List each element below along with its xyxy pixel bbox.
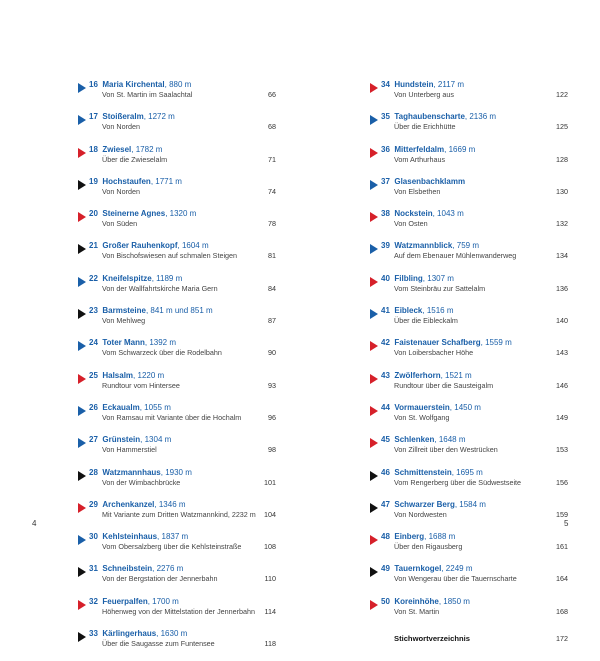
page-reference: 140 [556, 316, 568, 326]
triangle-marker-icon [370, 471, 378, 481]
toc-entry-title: 24 Toter Mann, 1392 m [89, 338, 177, 348]
triangle-marker-icon [370, 180, 378, 190]
tour-name: Stoißeralm [102, 112, 144, 122]
tour-elevation: 1695 m [456, 467, 483, 477]
tour-elevation: 1837 m [161, 532, 189, 542]
tour-elevation: 1850 m [443, 596, 470, 606]
tour-number: 18 [89, 144, 98, 154]
toc-entry-title [381, 177, 465, 187]
triangle-marker-icon [370, 503, 378, 513]
tour-elevation: 1346 m [158, 499, 186, 509]
triangle-marker-icon [78, 244, 86, 254]
page-reference: 161 [556, 542, 568, 552]
triangle-marker-icon [370, 600, 378, 610]
toc-entry[interactable] [370, 177, 568, 209]
page-reference: 81 [268, 251, 276, 261]
triangle-marker-icon [78, 471, 86, 481]
tour-route: Von Loibersbacher Höhe [394, 348, 474, 358]
toc-entry-title: 42 Faistenauer Schafberg, 1559 m [381, 338, 512, 348]
tour-elevation: 880 m [169, 80, 192, 89]
tour-route: Von Unterberg aus [394, 90, 454, 99]
tour-route: Mit Variante zum Dritten Watzmannkind, 2232 m [102, 509, 256, 519]
tour-number: 47 [381, 499, 390, 509]
tour-name: Kehlsteinhaus [102, 532, 158, 542]
toc-entry-title: 36 Mitterfeldalm, 1669 m [381, 144, 476, 154]
toc-entry-title: 41 Eibleck, 1516 m [381, 306, 454, 316]
toc-entry-title: 20 Steinerne Agnes, 1320 m [89, 209, 197, 219]
toc-entry-title: 38 Nockstein, 1043 m [381, 209, 464, 219]
tour-number: 22 [89, 273, 98, 283]
page-reference: 122 [556, 90, 568, 99]
triangle-marker-icon [370, 115, 378, 125]
tour-elevation: 1930 m [165, 467, 192, 477]
tour-route: Von Bischofswiesen auf schmalen Steigen [102, 251, 238, 261]
tour-number: 40 [381, 273, 390, 283]
tour-route: Höhenweg von der Mittelstation der Jennerbahn [102, 606, 256, 616]
triangle-marker-icon [370, 341, 378, 351]
page-reference: 146 [556, 380, 568, 390]
toc-entry[interactable] [78, 241, 276, 273]
page-reference: 164 [556, 574, 568, 584]
tour-elevation: 2117 m [437, 80, 465, 89]
tour-route: Von Elsbethen [394, 186, 441, 196]
tour-elevation: 1450 m [454, 402, 481, 412]
page-reference: 143 [556, 348, 568, 358]
tour-route: Über die Saugasse zum Funtensee [102, 639, 215, 649]
page-reference: 78 [268, 219, 276, 229]
page-reference: 132 [556, 219, 568, 229]
triangle-marker-icon [370, 535, 378, 545]
tour-name: Zwiesel [102, 144, 132, 154]
page-reference: 87 [268, 316, 276, 326]
toc-entry[interactable] [78, 435, 276, 467]
page-reference: 156 [556, 477, 568, 487]
toc-entry-title: 44 Vormauerstein, 1450 m [381, 402, 481, 412]
page-reference: 125 [556, 122, 568, 132]
toc-entry-title: 16 Maria Kirchental, 880 m [89, 80, 192, 89]
triangle-marker-icon [370, 406, 378, 416]
toc-entry[interactable] [370, 403, 568, 435]
tour-elevation: 2249 m [445, 564, 473, 574]
tour-name: Kärlingerhaus [102, 629, 157, 639]
toc-entry[interactable] [78, 532, 276, 564]
tour-name: Mitterfeldalm [394, 144, 445, 154]
toc-entry[interactable] [78, 629, 276, 661]
page-reference: 68 [268, 122, 276, 132]
page-reference: 108 [264, 542, 276, 552]
tour-elevation: 1043 m [437, 209, 464, 219]
tour-number: 29 [89, 499, 98, 509]
tour-elevation: 1782 m [135, 144, 163, 154]
tour-name: Halsalm [102, 370, 134, 380]
tour-elevation: 1516 m [426, 306, 454, 316]
toc-entry[interactable] [370, 500, 568, 532]
tour-name: Barmsteine [102, 306, 146, 316]
triangle-marker-icon [78, 632, 86, 642]
tour-number: 42 [381, 338, 390, 348]
tour-route: Von der Wallfahrtskirche Maria Gern [102, 283, 218, 293]
toc-entry[interactable] [370, 532, 568, 564]
toc-entry-title: 35 Taghaubenscharte, 2136 m [381, 112, 497, 122]
page-reference: 74 [268, 186, 276, 196]
toc-entry-title: 21 Großer Rauhenkopf, 1604 m [89, 241, 209, 251]
tour-elevation: 759 m [456, 241, 479, 251]
toc-entry[interactable] [78, 80, 276, 112]
tour-elevation: 1189 m [156, 273, 183, 283]
tour-number: 26 [89, 402, 98, 412]
tour-elevation: 1220 m [137, 370, 165, 380]
toc-entry[interactable] [78, 500, 276, 532]
tour-number: 41 [381, 306, 390, 316]
tour-elevation: 1392 m [149, 338, 177, 348]
page-reference: 96 [268, 412, 276, 422]
triangle-marker-icon [370, 83, 378, 93]
toc-entry-title: 25 Halsalm, 1220 m [89, 370, 165, 380]
triangle-marker-icon [78, 212, 86, 222]
tour-elevation: 2276 m [156, 564, 184, 574]
tour-route: Von Ramsau mit Variante über die Hochalm [102, 412, 242, 422]
toc-entry[interactable] [370, 274, 568, 306]
toc-entry[interactable] [78, 112, 276, 144]
toc-entry-title: 50 Koreinhöhe, 1850 m [381, 596, 470, 606]
triangle-marker-icon [78, 374, 86, 384]
tour-name: Großer Rauhenkopf [102, 241, 178, 251]
page-reference: 110 [264, 574, 276, 584]
triangle-marker-icon [370, 277, 378, 287]
tour-number: 23 [89, 306, 98, 316]
tour-number: 19 [89, 176, 98, 186]
tour-number: 17 [89, 112, 98, 122]
tour-route: Rundtour über die Sausteigalm [394, 380, 494, 390]
tour-number: 32 [89, 596, 98, 606]
toc-entry-title: 39 Watzmannblick, 759 m [381, 241, 479, 251]
tour-number: 16 [89, 80, 98, 89]
tour-elevation: 1320 m [169, 209, 197, 219]
tour-number: 37 [381, 176, 390, 186]
tour-name: Schneibstein [102, 564, 153, 574]
toc-entry[interactable] [370, 597, 568, 629]
triangle-marker-icon [78, 438, 86, 448]
tour-route: Rundtour vom Hintersee [102, 380, 180, 390]
tour-number: 48 [381, 532, 390, 542]
tour-number: 49 [381, 564, 390, 574]
right-column [370, 80, 568, 649]
toc-entry-title: 18 Zwiesel, 1782 m [89, 144, 163, 154]
tour-route: Von Norden [102, 186, 140, 196]
tour-name: Kneifelspitze [102, 273, 152, 283]
tour-name: Schmittenstein [394, 467, 452, 477]
toc-entry-title: 28 Watzmannhaus, 1930 m [89, 467, 192, 477]
tour-number: 28 [89, 467, 98, 477]
page-reference: 136 [556, 283, 568, 293]
toc-entry-title: 49 Tauernkogel, 2249 m [381, 564, 473, 574]
triangle-marker-icon [370, 567, 378, 577]
tour-name: Filbling [394, 273, 423, 283]
triangle-marker-icon [370, 309, 378, 319]
tour-route: Über die Zwieselalm [102, 154, 168, 164]
page-reference: 84 [268, 283, 276, 293]
tour-route: Von der Bergstation der Jennerbahn [102, 574, 218, 584]
tour-elevation: 1521 m [445, 370, 472, 380]
triangle-marker-icon [78, 277, 86, 287]
page-reference: 168 [556, 606, 568, 616]
tour-elevation: 1055 m [144, 402, 171, 412]
tour-elevation: 1700 m [152, 596, 179, 606]
toc-entry[interactable] [78, 177, 276, 209]
toc-entry-title: 22 Kneifelspitze, 1189 m [89, 273, 183, 283]
toc-entry-title: 31 Schneibstein, 2276 m [89, 564, 184, 574]
toc-entry-title: 30 Kehlsteinhaus, 1837 m [89, 532, 189, 542]
tour-elevation: 1630 m [160, 629, 188, 639]
tour-number: 20 [89, 209, 98, 219]
toc-entry[interactable] [78, 306, 276, 338]
triangle-marker-icon [78, 309, 86, 319]
triangle-marker-icon [370, 244, 378, 254]
tour-name: Koreinhöhe [394, 596, 439, 606]
left-column [78, 80, 276, 661]
page-reference: 153 [556, 445, 568, 455]
triangle-marker-icon [78, 535, 86, 545]
page-reference: 134 [556, 251, 568, 261]
toc-entry[interactable] [370, 80, 568, 112]
triangle-marker-icon [78, 83, 86, 93]
tour-route: Von Hammerstiel [102, 445, 157, 455]
page-reference: 114 [264, 606, 276, 616]
tour-number: 43 [381, 370, 390, 380]
tour-elevation: 1648 m [438, 435, 466, 445]
page-number-right: 5 [564, 519, 569, 528]
triangle-marker-icon [370, 212, 378, 222]
page-reference: 101 [264, 477, 276, 487]
toc-entry[interactable] [370, 435, 568, 467]
tour-name: Faistenauer Schafberg [394, 338, 481, 348]
tour-route: Von Norden [102, 122, 140, 132]
tour-elevation: 1559 m [485, 338, 512, 348]
toc-entry[interactable] [370, 241, 568, 273]
tour-name: Zwölferhorn [394, 370, 441, 380]
toc-entry[interactable] [370, 468, 568, 500]
toc-entry[interactable] [370, 145, 568, 177]
page-reference: 90 [268, 348, 276, 358]
tour-elevation: 1272 m [148, 112, 175, 122]
page-reference: 93 [268, 380, 276, 390]
tour-name: Eckaualm [102, 402, 140, 412]
tour-route: Von St. Martin [394, 606, 440, 616]
tour-route: Von Zillreit über den Westrücken [394, 445, 498, 455]
tour-route: Vom Rengerberg über die Südwestseite [394, 477, 522, 487]
page-reference: 128 [556, 154, 568, 164]
tour-name: Toter Mann [102, 338, 145, 348]
triangle-marker-icon [78, 148, 86, 158]
tour-name: Hundstein [394, 80, 434, 89]
toc-entry-title: 27 Grünstein, 1304 m [89, 435, 172, 445]
tour-number: 27 [89, 435, 98, 445]
tour-name: Hochstaufen [102, 176, 151, 186]
tour-number: 36 [381, 144, 390, 154]
tour-name: Maria Kirchental [102, 80, 165, 89]
toc-entry[interactable] [370, 564, 568, 596]
page-reference: 66 [268, 90, 276, 99]
toc-entry[interactable] [78, 597, 276, 629]
triangle-marker-icon [78, 180, 86, 190]
tour-number: 35 [381, 112, 390, 122]
tour-elevation: 1669 m [448, 144, 476, 154]
index-entry[interactable] [370, 629, 568, 649]
tour-number: 39 [381, 241, 390, 251]
triangle-marker-icon [78, 341, 86, 351]
tour-elevation: 1604 m [181, 241, 209, 251]
page-reference: 149 [556, 412, 568, 422]
tour-route: Über den Rigausberg [394, 542, 463, 552]
page-reference: 71 [268, 154, 276, 164]
tour-number: 45 [381, 435, 390, 445]
triangle-marker-icon [78, 406, 86, 416]
tour-number: 44 [381, 402, 390, 412]
page-reference: 118 [264, 639, 276, 649]
tour-number: 24 [89, 338, 98, 348]
toc-entry-title: 17 Stoißeralm, 1272 m [89, 112, 175, 122]
tour-name: Watzmannhaus [102, 467, 161, 477]
toc-entry-title: 33 Kärlingerhaus, 1630 m [89, 629, 188, 639]
tour-route: Über die Erichhütte [394, 122, 456, 132]
triangle-marker-icon [370, 438, 378, 448]
index-title: Stichwortverzeichnis [394, 634, 470, 644]
triangle-marker-icon [370, 148, 378, 158]
tour-number: 25 [89, 370, 98, 380]
toc-entry[interactable] [78, 371, 276, 403]
toc-entry[interactable] [370, 371, 568, 403]
tour-number: 31 [89, 564, 98, 574]
tour-name: Nockstein [394, 209, 433, 219]
tour-name: Archenkanzel [102, 499, 155, 509]
page-reference: 104 [264, 509, 276, 519]
toc-entry-title: 26 Eckaualm, 1055 m [89, 402, 171, 412]
tour-name: Taghaubenscharte [394, 112, 465, 122]
page-reference: 172 [556, 634, 568, 644]
toc-entry[interactable] [78, 274, 276, 306]
tour-route: Von der Wimbachbrücke [102, 477, 181, 487]
tour-name: Watzmannblick [394, 241, 453, 251]
page-reference: 159 [556, 509, 568, 519]
toc-entry[interactable] [370, 306, 568, 338]
tour-elevation: 841 m und 851 m [150, 306, 213, 316]
toc-entry-title: 29 Archenkanzel, 1346 m [89, 499, 186, 509]
tour-name: Vormauerstein [394, 402, 450, 412]
tour-name: Glasenbachklamm [394, 176, 466, 186]
toc-entry-title: 46 Schmittenstein, 1695 m [381, 467, 483, 477]
toc-entry[interactable] [78, 468, 276, 500]
toc-entry[interactable] [78, 403, 276, 435]
toc-entry-title: 45 Schlenken, 1648 m [381, 435, 466, 445]
tour-name: Schwarzer Berg [394, 499, 455, 509]
tour-elevation: 1688 m [428, 532, 456, 542]
toc-entry[interactable] [370, 209, 568, 241]
tour-number: 21 [89, 241, 98, 251]
tour-name: Schlenken [394, 435, 435, 445]
toc-entry-title: 32 Feuerpalfen, 1700 m [89, 596, 179, 606]
toc-entry[interactable] [370, 338, 568, 370]
tour-name: Eibleck [394, 306, 423, 316]
tour-name: Steinerne Agnes [102, 209, 166, 219]
tour-route: Über die Eibleckalm [394, 316, 458, 326]
tour-name: Grünstein [102, 435, 141, 445]
tour-route: Von Wengerau über die Tauernscharte [394, 574, 517, 584]
tour-number: 50 [381, 596, 390, 606]
toc-entry-title: 34 Hundstein, 2117 m [381, 80, 465, 89]
tour-elevation: 1304 m [144, 435, 172, 445]
toc-entry[interactable] [78, 564, 276, 596]
tour-number: 30 [89, 532, 98, 542]
toc-entry[interactable] [78, 338, 276, 370]
tour-number: 46 [381, 467, 390, 477]
tour-name: Einberg [394, 532, 425, 542]
tour-route: Von Osten [394, 219, 428, 229]
tour-number: 38 [381, 209, 390, 219]
triangle-marker-icon [78, 115, 86, 125]
tour-route: Auf dem Ebenauer Mühlenwanderweg [394, 251, 517, 261]
tour-elevation: 1584 m [459, 499, 486, 509]
triangle-marker-icon [78, 600, 86, 610]
triangle-marker-icon [370, 374, 378, 384]
tour-route: Von Mehlweg [102, 316, 146, 326]
tour-elevation: 1771 m [155, 176, 182, 186]
page-reference: 98 [268, 445, 276, 455]
toc-entry-title: 43 Zwölferhorn, 1521 m [381, 370, 472, 380]
tour-number: 33 [89, 629, 98, 639]
toc-entry-title: 48 Einberg, 1688 m [381, 532, 456, 542]
tour-elevation: 1307 m [427, 273, 454, 283]
triangle-marker-icon [78, 503, 86, 513]
tour-route: Vom Steinbräu zur Sattelalm [394, 283, 486, 293]
tour-name: Tauernkogel [394, 564, 442, 574]
tour-elevation: 2136 m [469, 112, 497, 122]
triangle-marker-icon [78, 567, 86, 577]
tour-name: Feuerpalfen [102, 596, 148, 606]
toc-entry[interactable] [370, 112, 568, 144]
toc-entry-title: 47 Schwarzer Berg, 1584 m [381, 499, 486, 509]
toc-entry-title: 23 Barmsteine, 841 m und 851 m [89, 306, 213, 316]
tour-route: Von Süden [102, 219, 138, 229]
tour-route: Von St. Wolfgang [394, 412, 450, 422]
tour-number: 34 [381, 80, 390, 89]
toc-entry[interactable] [78, 209, 276, 241]
tour-route: Vom Arthurhaus [394, 154, 446, 164]
toc-entry-title: 40 Filbling, 1307 m [381, 273, 454, 283]
toc-entry-title: 19 Hochstaufen, 1771 m [89, 176, 182, 186]
page-number-left: 4 [32, 519, 37, 528]
page-reference: 130 [556, 186, 568, 196]
tour-route: Von St. Martin im Saalachtal [102, 90, 193, 99]
tour-route: Von Nordwesten [394, 509, 447, 519]
tour-route: Vom Obersalzberg über die Kehlsteinstraße [102, 542, 242, 552]
toc-entry[interactable] [78, 145, 276, 177]
tour-route: Vom Schwarzeck über die Rodelbahn [102, 348, 222, 358]
